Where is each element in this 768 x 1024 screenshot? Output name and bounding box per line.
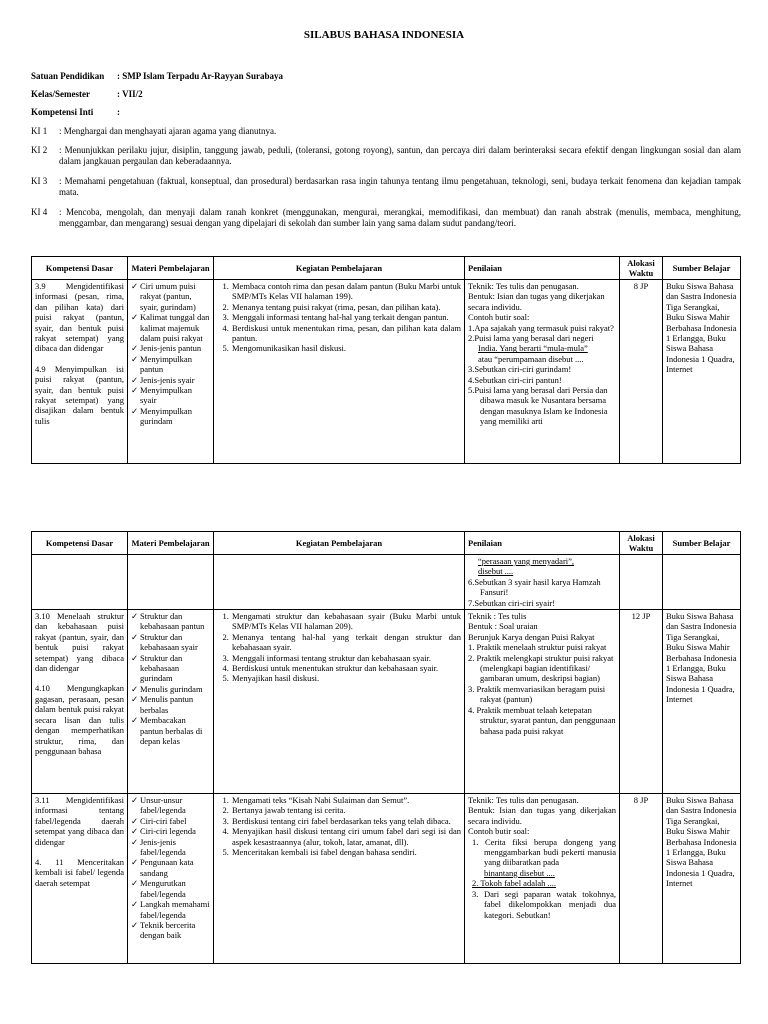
kd-cell: 3.10 Menelaah struktur dan kebahasaan puisi rakyat (pantun, syair, dan bentuk puisi rakyat setempat) yang dibaca dan didengar 4.10 Mengungkapkan gagasan, perasaan, pesan dalam bentuk puisi rakyat secara lisan dan tulis dengan memperhatikan struktur, rima, dan penggunaan bahasa — [32, 610, 128, 794]
list-item: ✓ Menulis gurindam — [131, 684, 210, 694]
list-item: ✓ Membacakan pantun berbalas di depan kelas — [131, 715, 210, 746]
header-sumber: Sumber Belajar — [663, 532, 741, 555]
header-materi: Materi Pembelajaran — [128, 532, 214, 555]
list-item: 3. Menggali informasi tentang hal-hal yang terkait dengan pantun. — [231, 312, 461, 322]
document-title: SILABUS BAHASA INDONESIA — [303, 29, 465, 41]
list-item: 1. Mengamati struktur dan kebahasaan syair (Buku Marbi untuk SMP/MTs Kelas VII halaman 209). — [231, 611, 461, 632]
materi-cell — [128, 555, 214, 610]
header-alokasi: Alokasi Waktu — [620, 257, 663, 280]
ki-4: KI 4 : Mencoba, mengolah, dan menyaji dalam ranah konkret (menggunakan, mengurai, merangkai, memodifikasi, dan membuat) dan ranah abstrak (menulis, membaca, menghitung, menggambar, dan mengarang) sesuai dengan yang dipelajari di sekolah dan sumber lain yang sama dalam sudut pandang/teori. — [31, 207, 741, 228]
syllabus-table-2 — [31, 531, 741, 964]
meta-ki: Kompetensi Inti : — [31, 107, 120, 117]
list-item: ✓ Menulis pantun berbalas — [131, 694, 210, 715]
list-item: ✓ Struktur dan kebahasaan syair — [131, 632, 210, 653]
penilaian-cell: Teknik: Tes tulis dan penugasan. Bentuk: Isian dan tugas yang dikerjakan secara individu. Contoh butir soal: 1. Cerita fiksi berupa dongeng yang menggambarkan budi pekerti manusia yang diibaratkan pada binantang disebut .... 2. Tokoh fabel adalah .... 3. Dari segi paparan watak tokohnya, fabel dikelompokkan menjadi dua kategori. Sebutkan! — [465, 794, 620, 964]
alokasi-cell: 12 JP — [620, 610, 663, 794]
list-item: 5. Menyajikan hasil diskusi. — [231, 673, 461, 683]
list-item: ✓ Unsur-unsur fabel/legenda — [131, 795, 210, 816]
ki-3: KI 3 : Memahami pengetahuan (faktual, konseptual, dan prosedural) berdasarkan rasa ingin tahunya tentang ilmu pengetahuan, teknologi, seni, budaya terkait fenomena dan kejadian tampak mata. — [31, 176, 741, 197]
list-item: ✓ Menyimpulkan gurindam — [131, 406, 210, 427]
alokasi-cell — [620, 555, 663, 610]
list-item: ✓ Ciri-ciri legenda — [131, 826, 210, 836]
list-item: 1. Mengamati teks “Kisah Nabi Sulaiman dan Semut”. — [231, 795, 461, 805]
header-kd: Kompetensi Dasar — [32, 532, 128, 555]
materi-cell — [128, 794, 214, 964]
kd-cell — [32, 555, 128, 610]
meta-satuan: Satuan Pendidikan : SMP Islam Terpadu Ar-Rayyan Surabaya — [31, 71, 283, 81]
alokasi-cell: 8 JP — [620, 280, 663, 464]
list-item: 4. Berdiskusi untuk menentukan rima, pesan, dan pilihan kata dalam pantun. — [231, 323, 461, 344]
kd-cell: 3.11 Mengidentifikasi informasi tentang fabel/legenda daerah setempat yang dibaca dan didengar 4. 11 Menceritakan kembali isi fabel/ legenda daerah setempat — [32, 794, 128, 964]
list-item: 5. Menceritakan kembali isi fabel dengan bahasa sendiri. — [231, 847, 461, 857]
list-item: 4. Menyajikan hasil diskusi tentang ciri umum fabel dari segi isi dan aspek kesastraannya (alur, tokoh, latar, amanat, dll). — [231, 826, 461, 847]
penilaian-cell: Teknik: Tes tulis dan penugasan. Bentuk: Isian dan tugas yang dikerjakan secara individu. Contoh butir soal: 1.Apa sajakah yang termasuk puisi rakyat? 2.Puisi lama yang berasal dari negeri India. Yang berarti “mula-mula” atau “perumpamaan disebut .... 3.Sebutkan ciri-ciri gurindam! 4.Sebutkan ciri-ciri pantun! 5.Puisi lama yang berasal dari Persia dan dibawa masuk ke Nusantara bersama dengan masuknya Islam ke Indonesia yang memiliki arti — [465, 280, 620, 464]
header-penilaian: Penilaian — [465, 257, 620, 280]
kegiatan-cell — [214, 555, 465, 610]
table-row — [32, 610, 741, 794]
ki-1: KI 1 : Menghargai dan menghayati ajaran agama yang dianutnya. — [31, 126, 277, 136]
list-item: ✓ Menyimpulkan syair — [131, 385, 210, 406]
header-kegiatan: Kegiatan Pembelajaran — [214, 532, 465, 555]
sumber-cell: Buku Siswa Bahasa dan Sastra Indonesia Tiga Serangkai, Buku Siswa Mahir Berbahasa Indonesia 1 Erlangga, Buku Siswa Bahasa Indonesia 1 Quadra, Internet — [663, 280, 741, 464]
penilaian-cell: Teknik : Tes tulis Bentuk : Soal uraian Berunjuk Karya dengan Puisi Rakyat 1. Praktik menelaah struktur puisi rakyat 2. Praktik melengkapi struktur puisi rakyat (melengkapi bagian identifikasi/ gambaran umum, deskripsi bagian) 3. Praktik memvariasikan beragam puisi rakyat (pantun) 4. Praktik membuat telaah ketepatan struktur, syarat pantun, dan penggunaan bahasa pada puisi rakyat — [465, 610, 620, 794]
sumber-cell: Buku Siswa Bahasa dan Sastra Indonesia Tiga Serangkai, Buku Siswa Mahir Berbahasa Indonesia 1 Erlangga, Buku Siswa Bahasa Indonesia 1 Quadra, Internet — [663, 610, 741, 794]
list-item: 2. Bertanya jawab tentang isi cerita. — [231, 805, 461, 815]
list-item: ✓ Jenis-jenis fabel/legenda — [131, 837, 210, 858]
penilaian-cell: “perasaan yang menyadari”, disebut .... 6.Sebutkan 3 syair hasil karya Hamzah Fansuri! 7.Sebutkan ciri-ciri syair! — [465, 555, 620, 610]
list-item: ✓ Langkah memahami fabel/legenda — [131, 899, 210, 920]
header-materi: Materi Pembelajaran — [128, 257, 214, 280]
list-item: ✓ Kalimat tunggal dan kalimat majemuk dalam puisi rakyat — [131, 312, 210, 343]
list-item: ✓ Pengunaan kata sandang — [131, 857, 210, 878]
list-item: 5. Mengomunikasikan hasil diskusi. — [231, 343, 461, 353]
sumber-cell — [663, 555, 741, 610]
sumber-cell: Buku Siswa Bahasa dan Sastra Indonesia Tiga Serangkai, Buku Siswa Mahir Berbahasa Indonesia 1 Erlangga, Buku Siswa Bahasa Indonesia 1 Quadra, Internet — [663, 794, 741, 964]
header-alokasi: Alokasi Waktu — [620, 532, 663, 555]
header-sumber: Sumber Belajar — [663, 257, 741, 280]
list-item: ✓ Jenis-jenis syair — [131, 375, 210, 385]
list-item: 4. Berdiskusi untuk menentukan struktur dan kebahasaan syair. — [231, 663, 461, 673]
materi-cell — [128, 280, 214, 464]
table-row — [32, 794, 741, 964]
header-kd: Kompetensi Dasar — [32, 257, 128, 280]
list-item: ✓ Teknik bercerita dengan baik — [131, 920, 210, 941]
table-row — [32, 555, 741, 610]
list-item: ✓ Struktur dan kebahasaan pantun — [131, 611, 210, 632]
list-item: ✓ Jenis-jenis pantun — [131, 343, 210, 353]
list-item: ✓ Ciri umum puisi rakyat (pantun, syair, gurindam) — [131, 281, 210, 312]
list-item: 2. Menanya tentang hal-hal yang terkait dengan struktur dan kebahasaan syair. — [231, 632, 461, 653]
ki-2: KI 2 : Menunjukkan perilaku jujur, disiplin, tanggung jawab, peduli, (toleransi, gotong royong), santun, dan percaya diri dalam berinteraksi secara efektif dengan lingkungan sosial dan alam dalam jangkauan pergaulan dan keberadaannya. — [31, 145, 741, 166]
list-item: 1. Membaca contoh rima dan pesan dalam pantun (Buku Marbi untuk SMP/MTs Kelas VII halaman 199). — [231, 281, 461, 302]
list-item: ✓ Struktur dan kebahasaan gurindam — [131, 653, 210, 684]
kegiatan-cell — [214, 794, 465, 964]
list-item: ✓ Menyimpulkan pantun — [131, 354, 210, 375]
list-item: 2. Menanya tentang puisi rakyat (rima, pesan, dan pilihan kata). — [231, 302, 461, 312]
syllabus-table-1 — [31, 256, 741, 464]
header-penilaian: Penilaian — [465, 532, 620, 555]
alokasi-cell: 8 JP — [620, 794, 663, 964]
list-item: ✓ Ciri-ciri fabel — [131, 816, 210, 826]
list-item: 3. Menggali informasi tentang struktur dan kebahasaan syair. — [231, 653, 461, 663]
kegiatan-cell — [214, 610, 465, 794]
meta-kelas: Kelas/Semester : VII/2 — [31, 89, 143, 99]
list-item: 3. Berdiskusi tentang ciri fabel berdasarkan teks yang telah dibaca. — [231, 816, 461, 826]
kegiatan-cell — [214, 280, 465, 464]
list-item: ✓ Mengurutkan fabel/legenda — [131, 878, 210, 899]
table-row — [32, 280, 741, 464]
materi-cell — [128, 610, 214, 794]
kd-cell: 3.9 Mengidentifikasi informasi (pesan, rima, dan pilihan kata) dari puisi rakyat (pantun, syair, dan bentuk puisi rakyat setempat) yang dibaca dan didengar 4.9 Menyimpulkan isi puisi rakyat (pantun, syair, dan bentuk puisi rakyat setempat) yang disajikan dalam bentuk tulis — [32, 280, 128, 464]
header-kegiatan: Kegiatan Pembelajaran — [214, 257, 465, 280]
